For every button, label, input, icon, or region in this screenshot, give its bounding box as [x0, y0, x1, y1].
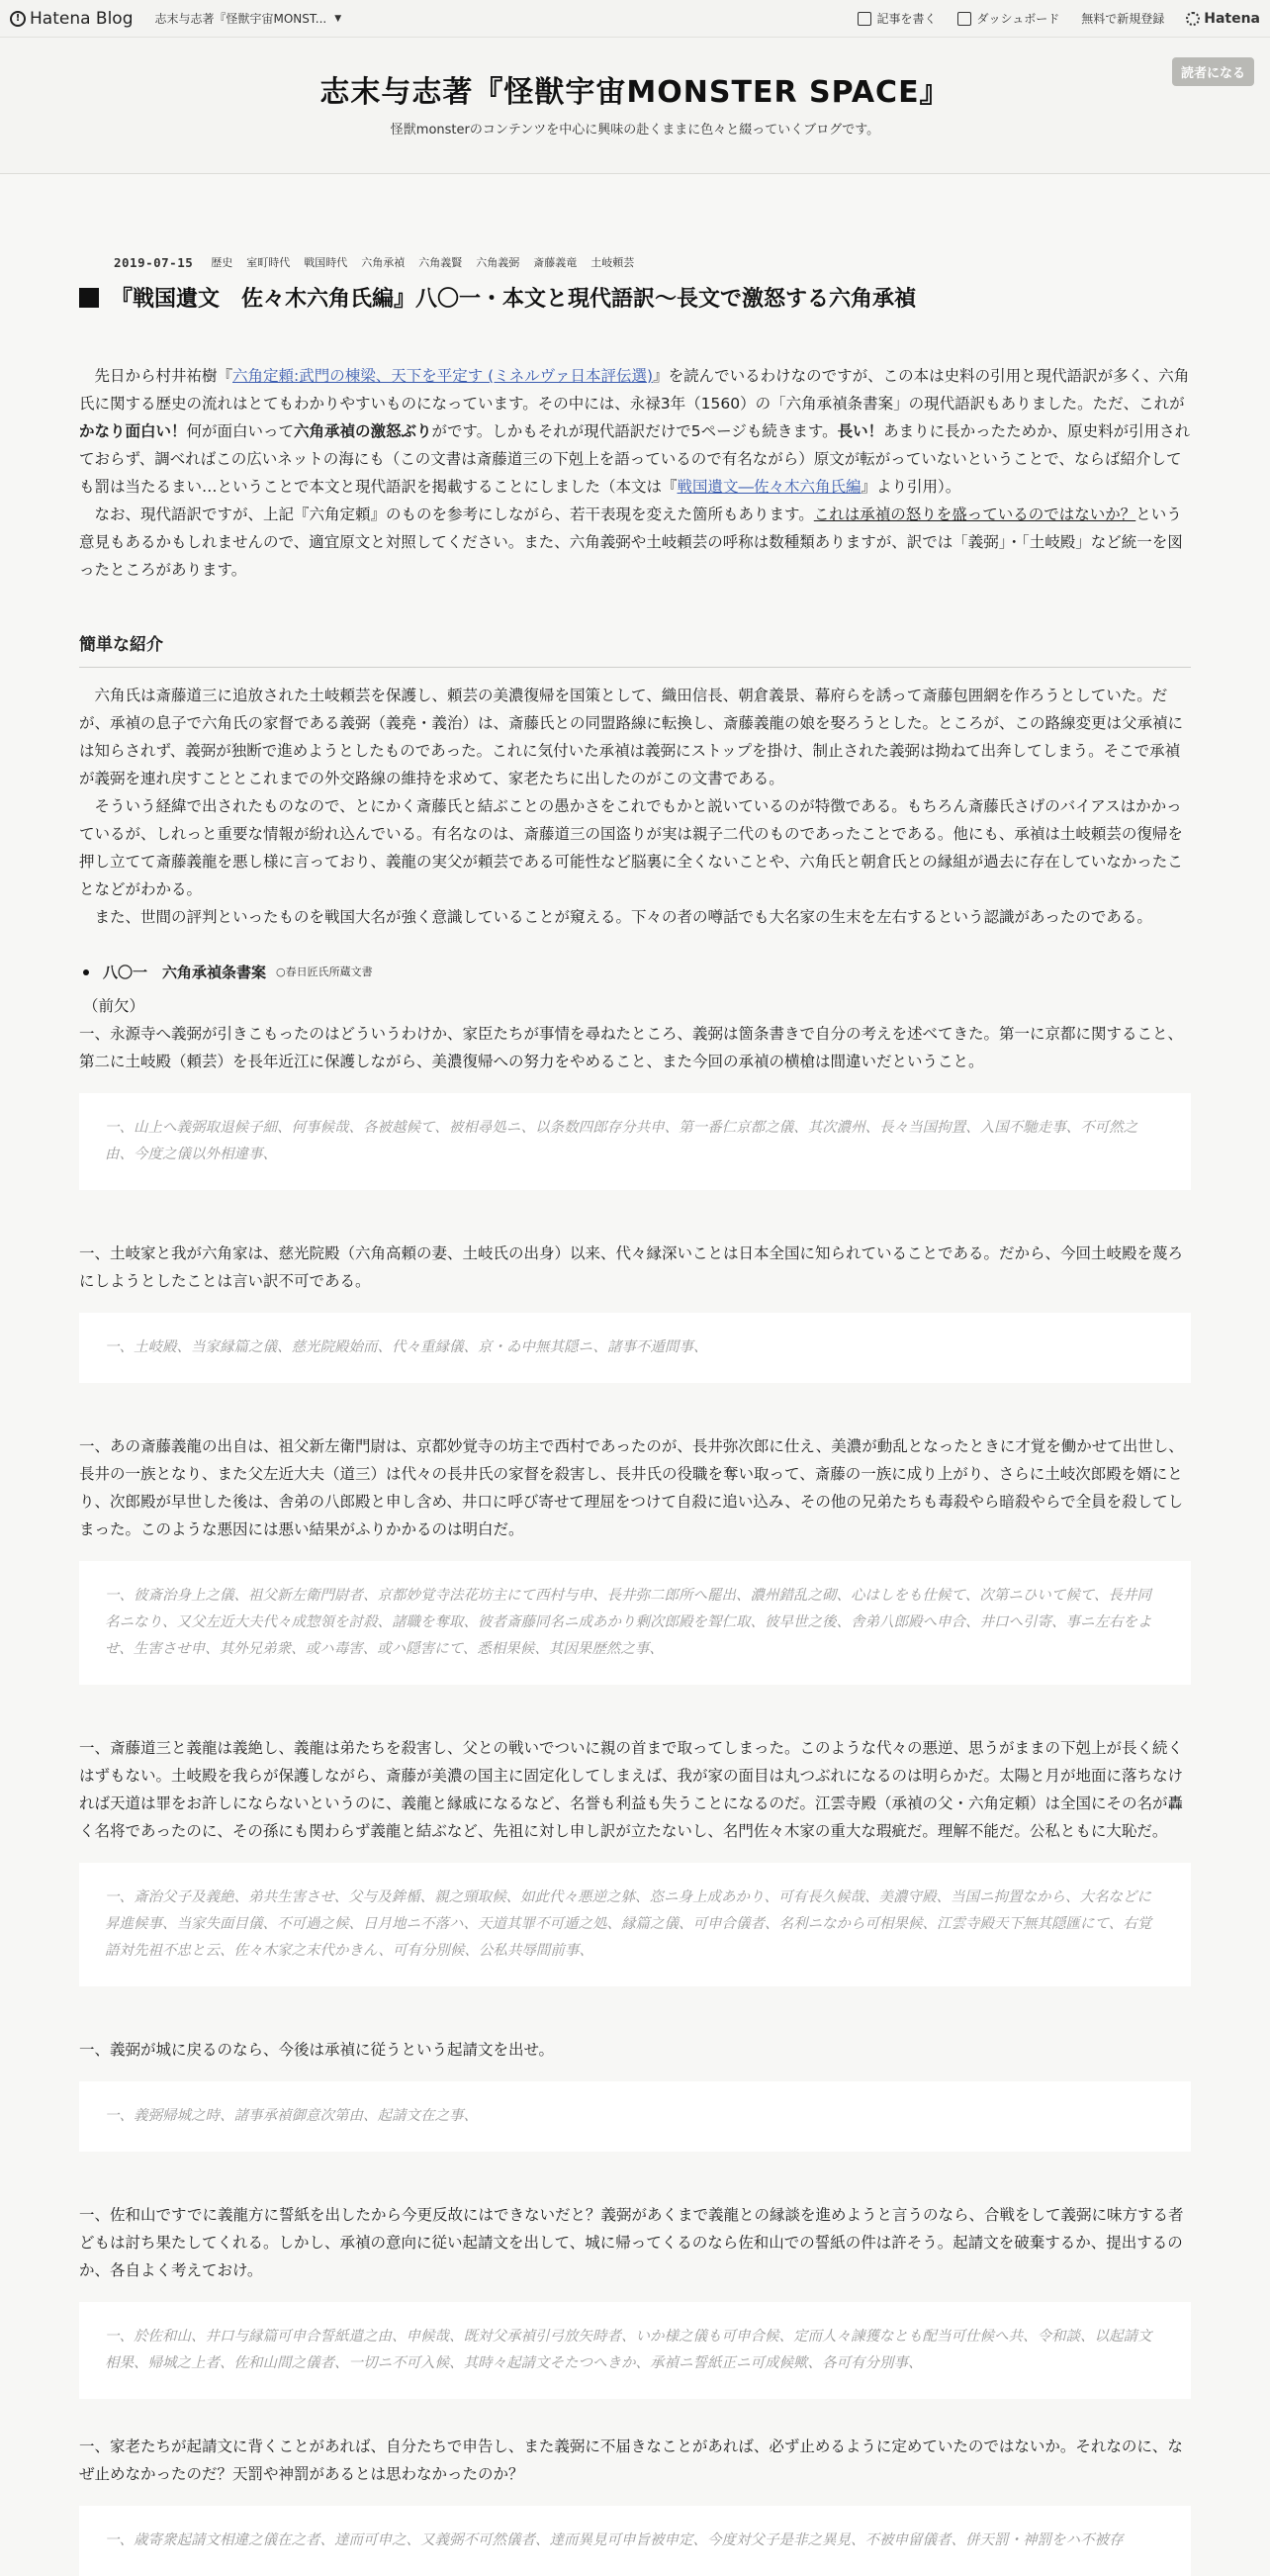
book-link[interactable]: 六角定頼:武門の棟梁、天下を平定す (ミネルヴァ日本評伝選) [232, 367, 654, 385]
blog-description: 怪獣monsterのコンテンツを中心に興味の赴くままに色々と綴っていくブログです。 [390, 123, 880, 138]
original-quote: 一、於佐和山、井口与縁篇可申合誓紙遣之由、申候哉、既対父承禎引弓放矢時者、いか様之儀も可申合候、定而人々諫獲なとも配当可仕候へ共、令和談、以起請文相果、帰城之上者、佐和山間之儀者、一切ニ不可入候、其時々起請文そたつへきか、承禎ニ誓紙正ニ可成候歟、各可有分別事、 [79, 2302, 1191, 2399]
original-quote: 一、義弼帰城之時、諸事承禎御意次第由、起請文在之事、 [79, 2081, 1191, 2152]
blog-selector-label: 志末与志著『怪獣宇宙MONST... [154, 12, 327, 26]
category-link[interactable]: 土岐頼芸 [590, 256, 635, 269]
document-source: ○春日匠氏所蔵文書 [276, 966, 373, 978]
entry-content [79, 362, 1191, 2576]
text: がです。しかもそれが現代語訳だけで5ページも続きます。 [431, 422, 838, 440]
emphasis: 六角承禎の激怒ぶり [294, 422, 432, 440]
text: あまりに長かったためか、原史料が引用されておらず、調べればこの広いネットの海にも（この文書は斎藤道三の下剋上を語っているので有名ながら）原文が転がっていないということで、ならば紹介しても罰は当たるまい…ということで本文と現代語訳を掲載することにしました（本文は『 [79, 422, 1191, 496]
category-link[interactable]: 室町時代 [246, 256, 291, 269]
signup-link[interactable] [1081, 10, 1164, 27]
hatena-icon [1186, 12, 1200, 26]
section-paragraph: また、世間の評判といったものを戦国大名が強く意識していることが窺える。下々の者の噂話でも大名家の生末を左右するという認識があったのである。 [94, 908, 1152, 926]
entry-title-text: 『戦国遺文 佐々木六角氏編』八〇一・本文と現代語訳～長文で激怒する六角承禎 [111, 287, 917, 312]
entry-meta [79, 254, 1191, 270]
translation-paragraph: 一、佐和山ですでに義龍方に誓紙を出したから今更反故にはできないだと？義弼があくまで義龍との縁談を進めようと言うのなら、合戦をして義弼に味方する者どもは討ち果たしてくれる。しかし、承禎の意向に従い起請文を出して、城に帰ってくるのなら佐和山での誓紙の件は許そう。起請文を破棄するか、提出するのか、各自よく考えておけ。 [79, 2206, 1184, 2279]
write-article-link[interactable] [858, 10, 936, 27]
document-title: 八〇一 六角承禎条書案 [103, 964, 267, 981]
blog-title[interactable]: 志末与志著『怪獣宇宙MONSTER SPACE』 [319, 75, 951, 110]
text: 』を読んでいるわけなのですが、この本は史料の引用と現代語訳が多く、六角氏に関する歴史の流れはとてもわかりやすいものになっています。その中には、永禄3年（1560）の「六角承禎条書案」の現代語訳もありました。ただ、これが [79, 367, 1190, 413]
original-quote: 一、彼斎治身上之儀、祖父新左衛門尉者、京都妙覚寺法花坊主にて西村与申、長井弥二郎所へ罷出、濃州錯乱之砌、心はしをも仕候て、次第ニひいて候て、長井同名ニなり、又父左近大夫代々成惣領を討殺、諸職を奪取、彼者斎藤同名ニ成あかり剰次郎殿を聟仁取、彼早世之後、舎弟八郎殿へ申合、井口へ引寄、事ニ左右をよせ、生害させ申、其外兄弟衆、或ハ毒害、或ハ隠害にて、悉相果候、其因果歴然之事、 [79, 1561, 1191, 1685]
hatena-topbar [0, 0, 1270, 38]
text: 先日から村井祐樹『 [94, 367, 233, 385]
translation-paragraph: 一、あの斎藤義龍の出自は、祖父新左衛門尉は、京都妙覚寺の坊主で西村であったのが、長井弥次郎に仕え、美濃が動乱となったときに才覚を働かせて出世し、長井の一族となり、また父左近大夫（道三）は代々の長井氏の家督を殺害し、長井氏の役職を奪い取って、斎藤の一族に成り上がり、さらに土岐次郎殿を婿にとり、次郎殿が早世した後は、舎弟の八郎殿と申し含め、井口に呼び寄せて理屈をつけて自殺に追い込み、その他の兄弟たちも毒殺やら暗殺やらで全員を殺してしまった。このような悪因には悪い結果がふりかかるのは明白だ。 [79, 1437, 1184, 1538]
intro-paragraph [79, 362, 1191, 501]
hatena-blog-logo[interactable] [10, 9, 134, 29]
text: 』より引用）。 [861, 478, 961, 496]
category-link[interactable]: 六角承禎 [361, 256, 406, 269]
original-quote: 一、山上へ義弼取退候子細、何事候哉、各被越候て、被相尋処ニ、以条数四郎存分共申、第一番仁京都之儀、其次濃州、長々当国拘置、入国不馳走事、不可然之由、今度之儀以外相違事、 [79, 1093, 1191, 1190]
dashboard-link[interactable] [957, 10, 1059, 27]
chevron-down-icon: ▼ [334, 13, 342, 24]
emphasis: 長い！ [837, 422, 884, 440]
emphasis: かなり面白い！ [79, 422, 187, 440]
blog-header [0, 38, 1270, 174]
hatena-blog-brand: Hatena Blog [30, 8, 134, 29]
category-link[interactable]: 六角義弼 [476, 256, 520, 269]
translation-paragraph: 一、義弼が城に戻るのなら、今後は承禎に従うという起請文を出せ。 [79, 2041, 555, 2059]
translation-paragraph: 一、永源寺へ義弼が引きこもったのはどういうわけか、家臣たちが事情を尋ねたところ、義弼は箇条書きで自分の考えを述べてきた。第一に京都に関すること、第二に土岐殿（頼芸）を長年近江に保護しながら、美濃復帰への努力をやめること、また今回の承禎の横槍は間違いだということ。 [79, 1025, 1184, 1070]
signup-label: 無料で新規登録 [1081, 12, 1165, 26]
subscribe-button[interactable]: 読者になる [1172, 57, 1254, 86]
lacuna-note: （前欠） [83, 997, 145, 1015]
source-book-link[interactable]: 戦国遺文―佐々木六角氏編 [677, 478, 862, 496]
dashboard-icon [957, 12, 971, 26]
document-heading [79, 959, 1191, 986]
translation-paragraph: 一、斎藤道三と義龍は義絶し、義龍は弟たちを殺害し、父との戦いでついに親の首まで取ってしまった。このような代々の悪逆、思うがままの下剋上が長く続くはずもない。土岐殿を我らが保護しながら、斎藤が美濃の国主に固定化してしまえば、我が家の面目は丸つぶれになるのは明らかだ。太陽と月が地面に落ちなければ天道は罪をお許しにならないというのに、義龍と縁戚になるなど、名誉も利益も失うことになるのだ。江雲寺殿（承禎の父・六角定頼）は全国にその名が轟く名将であったのに、その孫にも関わらず義龍と結ぶなど、先祖に対し申し訳が立たないし、名門佐々木家の重大な瑕疵だ。理解不能だ。公私ともに大恥だ。 [79, 1739, 1184, 1840]
category-link[interactable]: 六角義賢 [418, 256, 463, 269]
write-article-label: 記事を書く [876, 12, 937, 26]
hatena-label: Hatena [1204, 10, 1260, 27]
dashboard-label: ダッシュボード [976, 12, 1060, 26]
category-link[interactable]: 歴史 [211, 256, 233, 269]
entry-title[interactable] [79, 282, 1191, 313]
hatena-home-link[interactable] [1186, 11, 1260, 27]
translation-paragraph: 一、家老たちが起請文に背くことがあれば、自分たちで申告し、また義弼に不届きなことがあれば、必ず止めるように定めていたのではないか。それなのに、なぜ止めなかったのだ？天罰や神罰があるとは思わなかったのか？ [79, 2438, 1183, 2483]
underlined-text: これは承禎の怒りを盛っているのではないか？ [813, 506, 1136, 523]
title-square-icon [79, 288, 99, 308]
article [79, 174, 1191, 2576]
category-link[interactable]: 斎藤義竜 [533, 256, 578, 269]
original-quote: 一、土岐殿、当家縁篇之儀、慈光院殿始而、代々重縁儀、京・ゐ中無其隠ニ、諸事不遁間事、 [79, 1313, 1191, 1383]
section-paragraph: 六角氏は斎藤道三に追放された土岐頼芸を保護し、頼芸の美濃復帰を国策として、織田信長、朝倉義景、幕府らを誘って斎藤包囲網を作ろうとしていた。だが、承禎の息子で六角氏の家督である義弼（義堯・義治）は、斎藤氏との同盟路線に転換し、斎藤義龍の娘を娶ろうとした。ところが、この路線変更は父承禎には知らされず、義弼が独断で進めようとしたものであった。これに気付いた承禎は義弼にストップを掛け、制止された義弼は拗ねて出奔してしまう。そこで承禎が義弼を連れ戻すこととこれまでの外交路線の維持を求めて、家老たちに出したのがこの文書である。 [79, 687, 1184, 787]
original-quote: 一、歳寄衆起請文相違之儀在之者、達而可申之、又義弼不可然儀者、達而異見可申旨被申定、今度対父子是非之異見、不被申留儀者、併天罰・神罰をハ不被存 [79, 2506, 1191, 2576]
intro-paragraph [79, 501, 1191, 584]
blog-selector[interactable] [155, 10, 342, 27]
text: なお、現代語訳ですが、上記『六角定頼』のものを参考にしながら、若干表現を変えた箇所もあります。 [94, 506, 814, 523]
edit-icon [858, 12, 871, 26]
category-link[interactable]: 戦国時代 [304, 256, 348, 269]
text: 何が面白いって [186, 422, 295, 440]
section-heading: 簡単な紹介 [79, 631, 1191, 668]
text: という意見もあるかもしれませんので、適宜原文と対照してください。また、六角義弼や土岐頼芸の呼称は数種類ありますが、訳では「義弼」・「土岐殿」など統一を図ったところがあります。 [79, 506, 1183, 579]
entry-date[interactable]: 2019-07-15 [114, 254, 194, 270]
original-quote: 一、斎治父子及義絶、弟共生害させ、父与及鉾楯、親之頸取候、如此代々悪逆之躰、恣ニ身上成あかり、可有長久候哉、美濃守殿、当国ニ拘置なから、大名などに昇進候事、当家失面目儀、不可過之候、日月地ニ不落ハ、天道其罪不可遁之処、縁篇之儀、可申合儀者、名利ニなから可相果候、江雲寺殿天下無其隠匯にて、右覚語対先祖不忠と云、佐々木家之末代かきん、可有分別候、公私共辱間前事、 [79, 1863, 1191, 1986]
bullet-icon [83, 969, 89, 975]
translation-paragraph: 一、土岐家と我が六角家は、慈光院殿（六角高頼の妻、土岐氏の出身）以来、代々縁深いことは日本全国に知られていることである。だから、今回土岐殿を蔑ろにしようとしたことは言い訳不可である。 [79, 1244, 1184, 1290]
section-paragraph: そういう経緯で出されたものなので、とにかく斎藤氏と結ぶことの愚かさをこれでもかと説いているのが特徴である。もちろん斎藤氏さげのバイアスはかかっているが、しれっと重要な情報が紛れ込んでいる。有名なのは、斎藤道三の国盗りが実は親子二代のものであったことである。他にも、承禎は土岐頼芸の復帰を押し立てて斎藤義龍を悪し様に言っており、義龍の実父が頼芸である可能性など脳裏に全くないことや、六角氏と朝倉氏との縁組が過去に存在していなかったことなどがわかる。 [79, 797, 1183, 898]
hatena-logo-icon: ! [10, 11, 26, 27]
